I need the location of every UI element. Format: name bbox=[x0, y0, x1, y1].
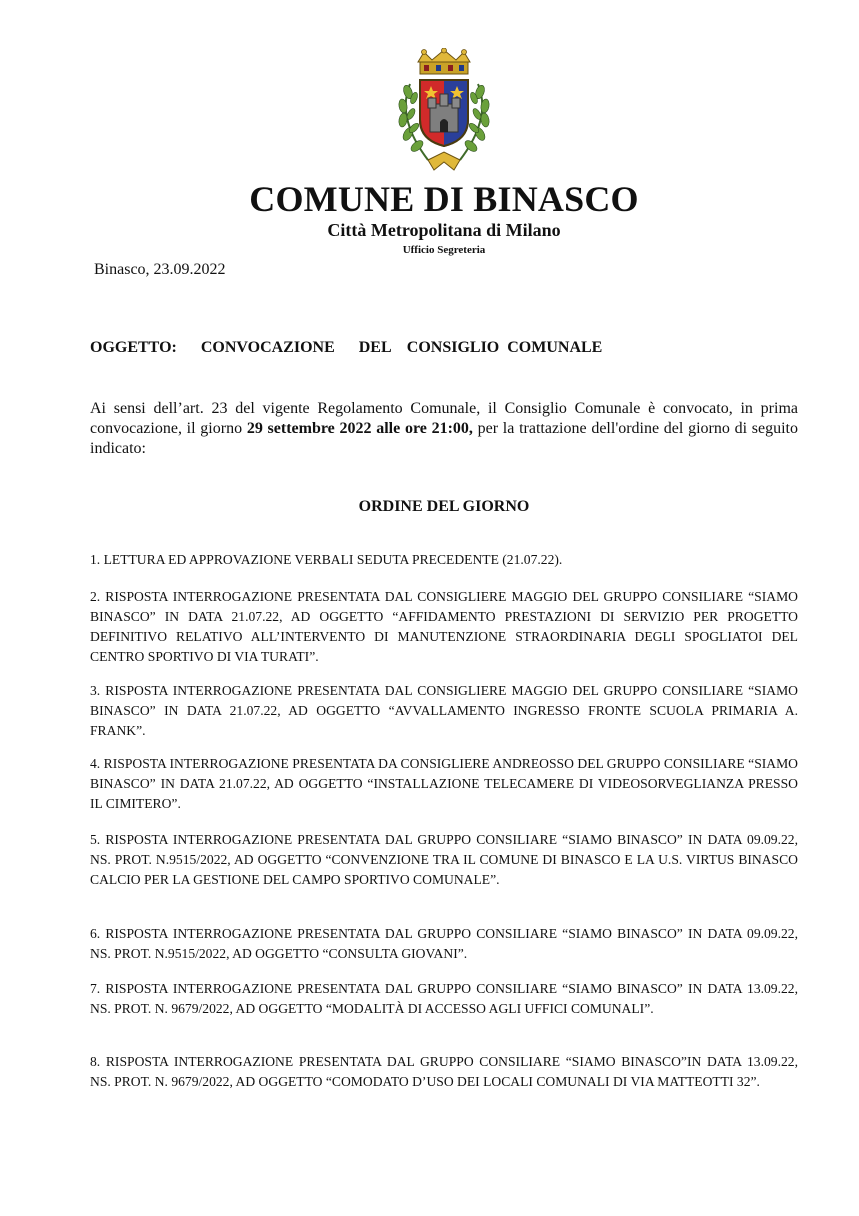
document-date: Binasco, 23.09.2022 bbox=[94, 261, 226, 278]
agenda-item-4: 4. RISPOSTA INTERROGAZIONE PRESENTATA DA CONSIGLIERE ANDREOSSO DEL GRUPPO CONSILIARE “SIAMO BINASCO” IN DATA 21.07.22, AD OGGETTO “INSTALLAZIONE TELECAMERE DI VIDEOSORVEGLIANZA PRESSO IL CIMITERO”. bbox=[90, 756, 798, 811]
municipality-title: COMUNE DI BINASCO bbox=[249, 179, 639, 219]
intro-text-part1: Ai sensi dell’art. 23 del vigente Regolamento Comunale, il Consiglio Comunale è convocato, in prima convocazione, il giorno bbox=[90, 400, 798, 437]
agenda-item-7: 7. RISPOSTA INTERROGAZIONE PRESENTATA DAL GRUPPO CONSILIARE “SIAMO BINASCO” IN DATA 13.09.22, NS. PROT. N. 9679/2022, AD OGGETTO “MODALITÀ DI ACCESSO AGLI UFFICI COMUNALI”. bbox=[90, 981, 798, 1016]
meeting-date-time: 29 settembre 2022 alle ore 21:00, bbox=[246, 420, 473, 437]
agenda-item-6: 6. RISPOSTA INTERROGAZIONE PRESENTATA DAL GRUPPO CONSILIARE “SIAMO BINASCO” IN DATA 09.09.22, NS. PROT. N.9515/2022, AD OGGETTO “CONSULTA GIOVANI”. bbox=[90, 926, 798, 961]
agenda-item-2: 2. RISPOSTA INTERROGAZIONE PRESENTATA DAL CONSIGLIERE MAGGIO DEL GRUPPO CONSILIARE “SIAMO BINASCO” IN DATA 21.07.22, AD OGGETTO “AFFIDAMENTO PRESTAZIONI DI SERVIZIO PER PROGETTO DEFINITIVO RELATIVO ALL’INTERVENTO DI MANUTENZIONE STRAORDINARIA DEGLI SPOGLIATOI DEL CENTRO SPORTIVO DI VIA TURATI”. bbox=[90, 589, 798, 664]
agenda-item-1: 1. LETTURA ED APPROVAZIONE VERBALI SEDUTA PRECEDENTE (21.07.22). bbox=[90, 552, 563, 567]
municipal-coat-of-arms-icon bbox=[388, 48, 500, 176]
metropolitan-city-subtitle: Città Metropolitana di Milano bbox=[327, 220, 561, 240]
agenda-item-3: 3. RISPOSTA INTERROGAZIONE PRESENTATA DAL CONSIGLIERE MAGGIO DEL GRUPPO CONSILIARE “SIAMO BINASCO” IN DATA 21.07.22, AD OGGETTO “AVVALLAMENTO INGRESSO FRONTE SCUOLA PRIMARIA A. FRANK”. bbox=[90, 683, 798, 738]
office-name: Ufficio Segreteria bbox=[402, 244, 486, 256]
intro-text-part2: per la trattazione dell'ordine del giorno di seguito indicato: bbox=[90, 420, 798, 457]
agenda-title: ORDINE DEL GIORNO bbox=[358, 498, 530, 515]
subject-line: OGGETTO: CONVOCAZIONE DEL CONSIGLIO COMUNALE bbox=[90, 339, 603, 356]
intro-paragraph bbox=[90, 399, 798, 459]
agenda-item-8: 8. RISPOSTA INTERROGAZIONE PRESENTATA DAL GRUPPO CONSILIARE “SIAMO BINASCO”IN DATA 13.09.22, NS. PROT. N. 9679/2022, AD OGGETTO “COMODATO D’USO DEI LOCALI COMUNALI DI VIA MATTEOTTI 32”. bbox=[90, 1054, 798, 1089]
agenda-item-5: 5. RISPOSTA INTERROGAZIONE PRESENTATA DAL GRUPPO CONSILIARE “SIAMO BINASCO” IN DATA 09.09.22, NS. PROT. N.9515/2022, AD OGGETTO “CONVENZIONE TRA IL COMUNE DI BINASCO E LA U.S. VIRTUS BINASCO CALCIO PER LA GESTIONE DEL CAMPO SPORTIVO COMUNALE”. bbox=[90, 832, 798, 887]
